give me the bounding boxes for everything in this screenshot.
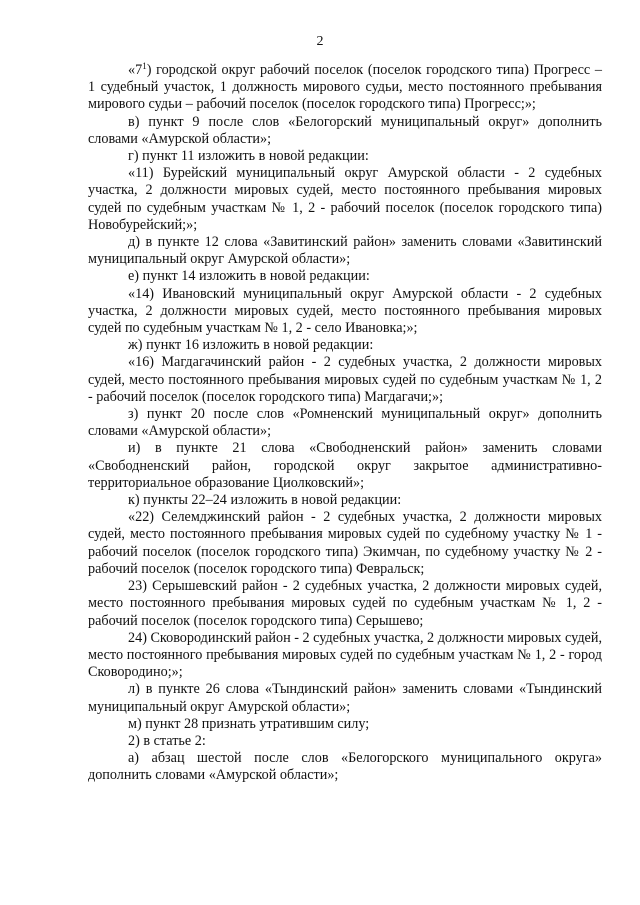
paragraph-point-24: 24) Сковородинский район - 2 судебных участка, 2 должности мировых судей, место постоянного пребывания мировых судей по судебным участкам № 1, 2 - город Сковородино;»; — [88, 629, 602, 681]
paragraph-rest: ) городской округ рабочий поселок (поселок городского типа) Прогресс – 1 судебный участок, 1 должность мирового судьи, место постоянного пребывания мирового судьи – рабочий поселок (поселок городского типа) Прогресс;»; — [88, 62, 602, 113]
paragraph-point-16: «16) Магдагачинский район - 2 судебных участка, 2 должности мировых судей, место постоянного пребывания мировых судей по судебным участкам № 1, 2 - рабочий поселок (поселок городского типа) Магдагачи;»; — [88, 354, 602, 405]
paragraph-item-d: д) в пункте 12 слова «Завитинский район» заменить словами «Завитинский муниципальный округ Амурской области»; — [88, 234, 602, 268]
paragraph-item-zh: ж) пункт 16 изложить в новой редакции: — [128, 337, 374, 354]
paragraph-item-k: к) пункты 22–24 изложить в новой редакции: — [128, 492, 402, 509]
document-body — [88, 62, 602, 785]
page-number: 2 — [316, 34, 324, 49]
paragraph-item-e: е) пункт 14 изложить в новой редакции: — [128, 268, 370, 285]
paragraph-item-i: и) в пункте 21 слова «Свободненский район» заменить словами «Свободненский район, городской округ закрытое административно-территориальное образование Циолковский»; — [88, 440, 602, 491]
superscript: 1 — [142, 61, 147, 71]
paragraph-lead: «7 — [128, 62, 143, 78]
paragraph-item-m: м) пункт 28 признать утратившим силу; — [128, 715, 370, 732]
paragraph-item-l: л) в пункте 26 слова «Тындинский район» заменить словами «Тындинский муниципальный округ Амурской области»; — [88, 681, 602, 715]
paragraph-item-a: а) абзац шестой после слов «Белогорского муниципального округа» дополнить словами «Амурской области»; — [88, 750, 602, 784]
paragraph-point-23: 23) Серышевский район - 2 судебных участка, 2 должности мировых судей, место постоянного пребывания мировых судей по судебным участкам № 1, 2 - рабочий поселок (поселок городского типа) Серышево; — [88, 578, 602, 629]
paragraph-point-22: «22) Селемджинский район - 2 судебных участка, 2 должности мировых судей, место постоянного пребывания мировых судей по судебному участку № 1 - рабочий поселок (поселок городского типа) Экимчан, по судебному участку № 2 - рабочий поселок (поселок городского типа) Февральск; — [88, 509, 602, 577]
paragraph-point-11: «11) Бурейский муниципальный округ Амурской области - 2 судебных участка, 2 должности мировых судей, место постоянного пребывания мировых судей по судебным участкам № 1, 2 - рабочий поселок (поселок городского типа) Новобурейский;»; — [88, 165, 602, 233]
paragraph-point-14: «14) Ивановский муниципальный округ Амурской области - 2 судебных участка, 2 должности мировых судей, место постоянного пребывания мировых судей по судебным участкам № 1, 2 - село Ивановка;»; — [88, 285, 602, 337]
paragraph-item-g: г) пункт 11 изложить в новой редакции: — [128, 148, 369, 165]
paragraph-item-z: з) пункт 20 после слов «Ромненский муниципальный округ» дополнить словами «Амурской области»; — [88, 406, 602, 440]
paragraph-7-1 — [88, 62, 602, 114]
paragraph-item-v: в) пункт 9 после слов «Белогорский муниципальный округ» дополнить словами «Амурской области»; — [88, 113, 602, 147]
paragraph-article-2: 2) в статье 2: — [128, 732, 206, 749]
